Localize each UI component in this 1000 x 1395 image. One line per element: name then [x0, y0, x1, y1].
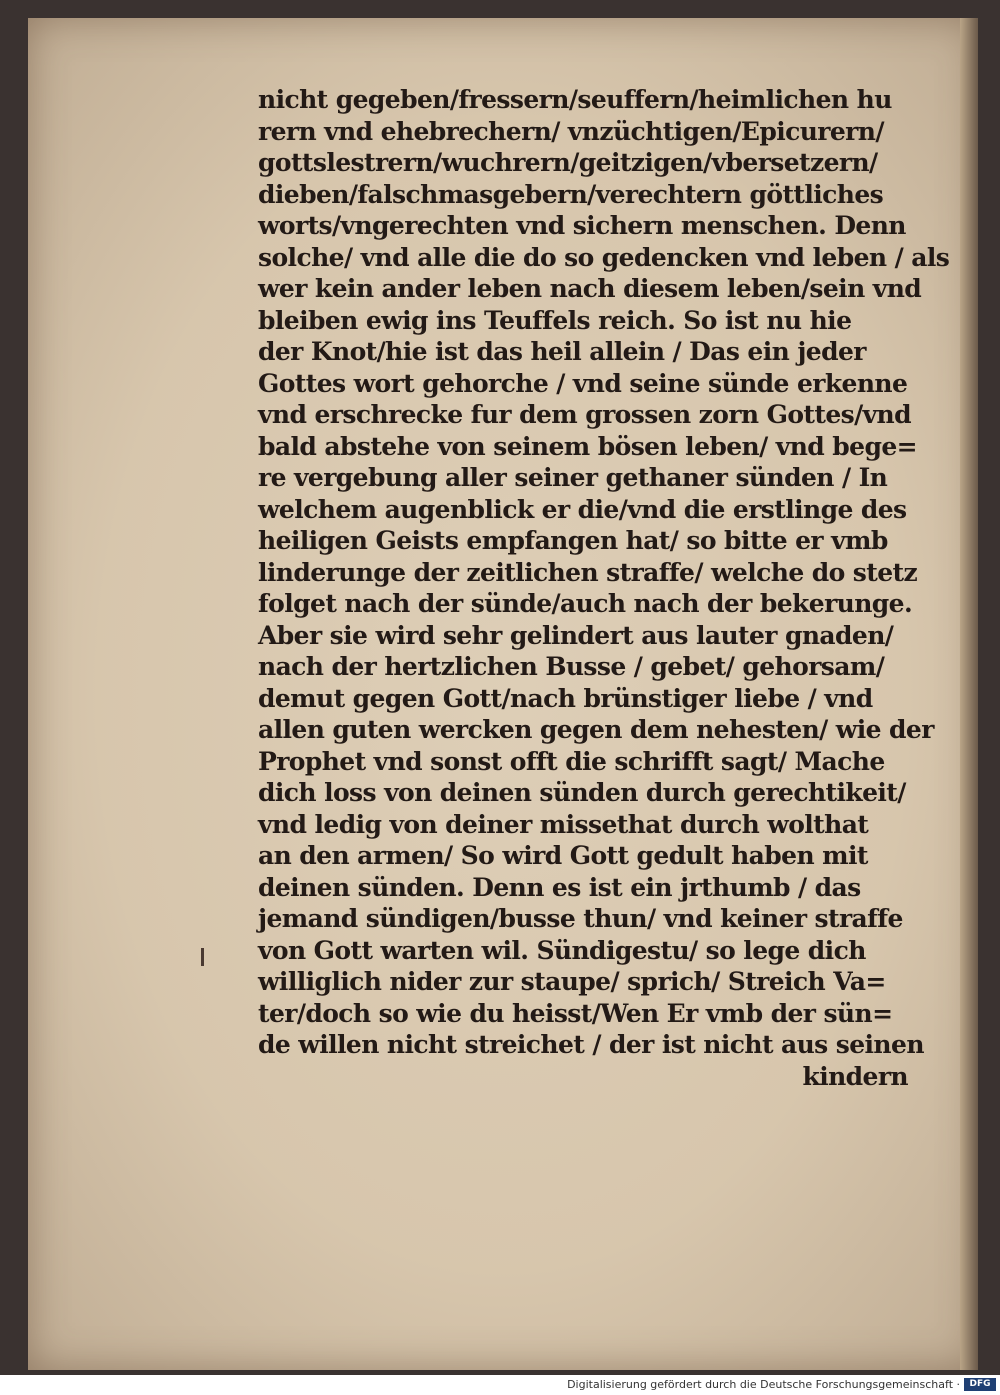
funding-credit: Digitalisierung gefördert durch die Deutsche Forschungsgemeinschaft · — [567, 1378, 960, 1391]
text-line: re vergebung aller seiner gethaner sünden / In — [258, 463, 888, 492]
text-line: an den armen/ So wird Gott gedult haben mit — [258, 841, 868, 870]
text-line: williglich nider zur staupe/ sprich/ Streich Va= — [258, 967, 886, 996]
text-line: Gottes wort gehorche / vnd seine sünde erkenne — [258, 368, 908, 398]
text-line: de willen nicht streichet / der ist nicht aus seinen — [258, 1030, 924, 1059]
text-line: wer kein ander leben nach diesem leben/sein vnd — [258, 274, 922, 303]
margin-mark — [201, 948, 204, 966]
text-line: folget nach der sünde/auch nach der bekerunge. — [258, 589, 913, 618]
text-line: linderunge der zeitlichen straffe/ welche do stetz — [258, 557, 918, 587]
text-line: vnd ledig von deiner missethat durch wolthat — [258, 809, 869, 839]
text-line: jemand sündigen/busse thun/ vnd keiner straffe — [258, 904, 903, 933]
text-line: allen guten wercken gegen dem nehesten/ wie der — [258, 715, 934, 744]
text-line: bald abstehe von seinem bösen leben/ vnd bege= — [258, 431, 917, 461]
text-line: deinen sünden. Denn es ist ein jrthumb / das — [258, 872, 861, 902]
page-text — [258, 84, 950, 1092]
text-line: bleiben ewig ins Teuffels reich. So ist nu hie — [258, 305, 852, 335]
text-line: worts/vngerechten vnd sichern menschen. Denn — [258, 211, 906, 240]
text-line: dich loss von deinen sünden durch gerechtikeit/ — [258, 778, 906, 807]
page-edge — [960, 18, 978, 1370]
text-line: Prophet vnd sonst offt die schrifft sagt/ Mache — [258, 746, 885, 776]
text-line: von Gott warten wil. Sündigestu/ so lege dich — [258, 935, 866, 965]
text-line: der Knot/hie ist das heil allein / Das ein jeder — [258, 337, 866, 366]
text-line: demut gegen Gott/nach brünstiger liebe / vnd — [258, 683, 873, 713]
text-line: welchem augenblick er die/vnd die erstlinge des — [258, 494, 907, 524]
text-line: nach der hertzlichen Busse / gebet/ gehorsam/ — [258, 652, 885, 681]
text-line: gottslestrern/wuchrern/geitzigen/vbersetzern/ — [258, 148, 878, 177]
catchword: kindern — [802, 1061, 908, 1091]
footer-bar — [0, 1375, 1000, 1395]
text-line: dieben/falschmasgebern/verechtern göttliches — [258, 179, 884, 209]
text-line: solche/ vnd alle die do so gedencken vnd leben / als — [258, 242, 950, 272]
dfg-logo-icon: DFG — [964, 1378, 996, 1391]
text-line: vnd erschrecke fur dem grossen zorn Gottes/vnd — [258, 400, 912, 429]
text-line: heiligen Geists empfangen hat/ so bitte er vmb — [258, 526, 888, 555]
text-line: rern vnd ehebrechern/ vnzüchtigen/Epicurern/ — [258, 116, 884, 146]
text-line: nicht gegeben/fressern/seuffern/heimlichen hu — [258, 85, 892, 114]
text-line: ter/doch so wie du heisst/Wen Er vmb der sün= — [258, 998, 893, 1028]
text-line: Aber sie wird sehr gelindert aus lauter gnaden/ — [258, 620, 894, 650]
